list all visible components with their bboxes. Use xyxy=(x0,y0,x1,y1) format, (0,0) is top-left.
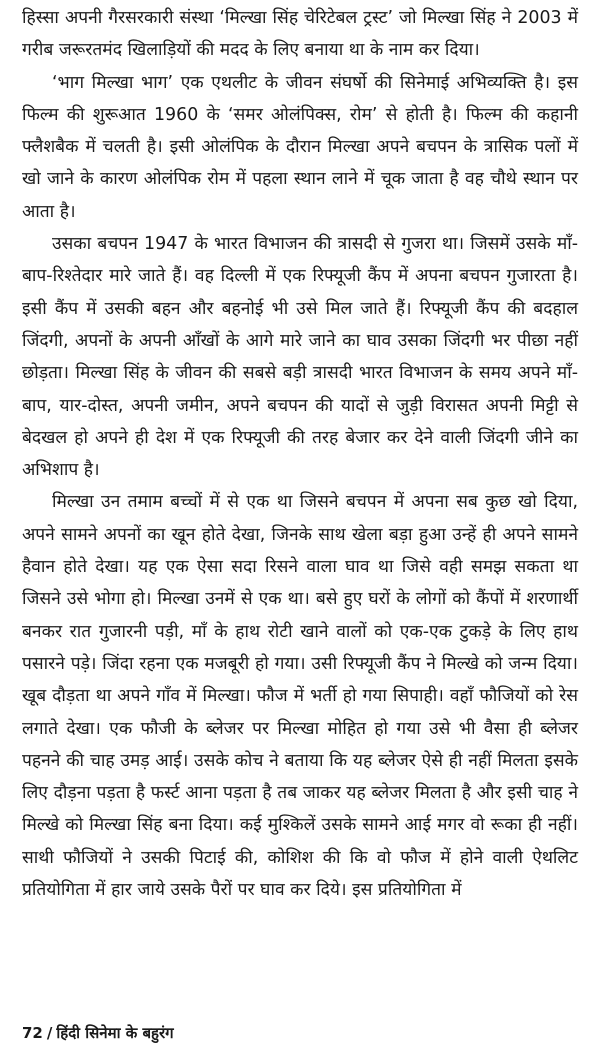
page-footer xyxy=(22,1023,174,1043)
paragraph-1: हिस्सा अपनी गैरसरकारी संस्था ‘मिल्खा सिंह चेरिटेबल ट्रस्ट’ जो मिल्खा सिंह ने 2003 में गरीब जरूरतमंद खिलाड़ियों की मदद के लिए बनाया था के नाम कर दिया। xyxy=(22,8,578,61)
page-number: 72 xyxy=(22,1024,43,1042)
footer-separator: / xyxy=(46,1024,53,1042)
paragraph-3: उसका बचपन 1947 के भारत विभाजन की त्रासदी से गुजरा था। जिसमें उसके माँ-बाप-रिश्तेदार मारे जाते हैं। वह दिल्ली में एक रिफ्यूजी कैंप में अपना बचपन गुजारता है। इसी कैंप में उसकी बहन और बहनोई भी उसे मिल जाते हैं। रिफ्यूजी कैंप की बदहाल जिंदगी, अपनों के अपनी आँखों के आगे मारे जाने का घाव उसका जिंदगी भर पीछा नहीं छोड़ता। मिल्खा सिंह के जीवन की सबसे बड़ी त्रासदी भारत विभाजन के समय अपने माँ-बाप, यार-दोस्त, अपनी जमीन, अपने बचपन की यादों से जुड़ी विरासत अपनी मिट्टी से बेदखल हो अपने ही देश में एक रिफ्यूजी की तरह बेजार कर देने वाली जिंदगी जीने का अभिशाप है। xyxy=(22,234,578,481)
book-title: हिंदी सिनेमा के बहुरंग xyxy=(56,1024,174,1042)
paragraph-2: ‘भाग मिल्खा भाग’ एक एथलीट के जीवन संघर्षो की सिनेमाई अभिव्यक्ति है। इस फिल्म की शुरूआत 1960 के ‘समर ओलंपिक्स, रोम’ से होती है। फिल्म की कहानी फ्लैशबैक में चलती है। इसी ओलंपिक के दौरान मिल्खा अपने बचपन के त्रासिक पलों में खो जाने के कारण ओलंपिक रोम में पहला स्थान लाने में चूक जाता है वह चौथे स्थान पर आता है। xyxy=(22,72,578,222)
paragraph-4: मिल्खा उन तमाम बच्चों में से एक था जिसने बचपन में अपना सब कुछ खो दिया, अपने सामने अपनों का खून होते देखा, जिनके साथ खेला बड़ा हुआ उन्हें ही अपने सामने हैवान होते देखा। यह एक ऐसा सदा रिसने वाला घाव था जिसे वही समझ सकता था जिसने उसे भोगा हो। मिल्खा उनमें से एक था। बसे हुए घरों के लोगों को कैंपों में शरणार्थी बनकर रात गुजारनी पड़ी, माँ के हाथ रोटी खाने वालों को एक-एक टुकड़े के लिए हाथ पसारने पड़े। जिंदा रहना एक मजबूरी हो गया। उसी रिफ्यूजी कैंप ने मिल्खे को जन्म दिया। खूब दौड़ता था अपने गाँव में मिल्खा। फौज में भर्ती हो गया सिपाही। वहाँ फौजियों को रेस लगाते देखा। एक फौजी के ब्लेजर पर मिल्खा मोहित हो गया उसे भी वैसा ही ब्लेजर पहनने की चाह उमड़ आई। उसके कोच ने बताया कि यह ब्लेजर ऐसे ही नहीं मिलता इसके लिए दौड़ना पड़ता है फर्स्ट आना पड़ता है तब जाकर यह ब्लेजर मिलता है और इसी चाह ने मिल्खे को मिल्खा सिंह बना दिया। कई मुश्किलें उसके सामने आई मगर वो रूका ही नहीं। साथी फौजियों ने उसकी पिटाई की, कोशिश की कि वो फौज में होने वाली ऐथलिट प्रतियोगिता में हार जाये उसके पैरों पर घाव कर दिये। इस प्रतियोगिता में xyxy=(22,492,578,901)
